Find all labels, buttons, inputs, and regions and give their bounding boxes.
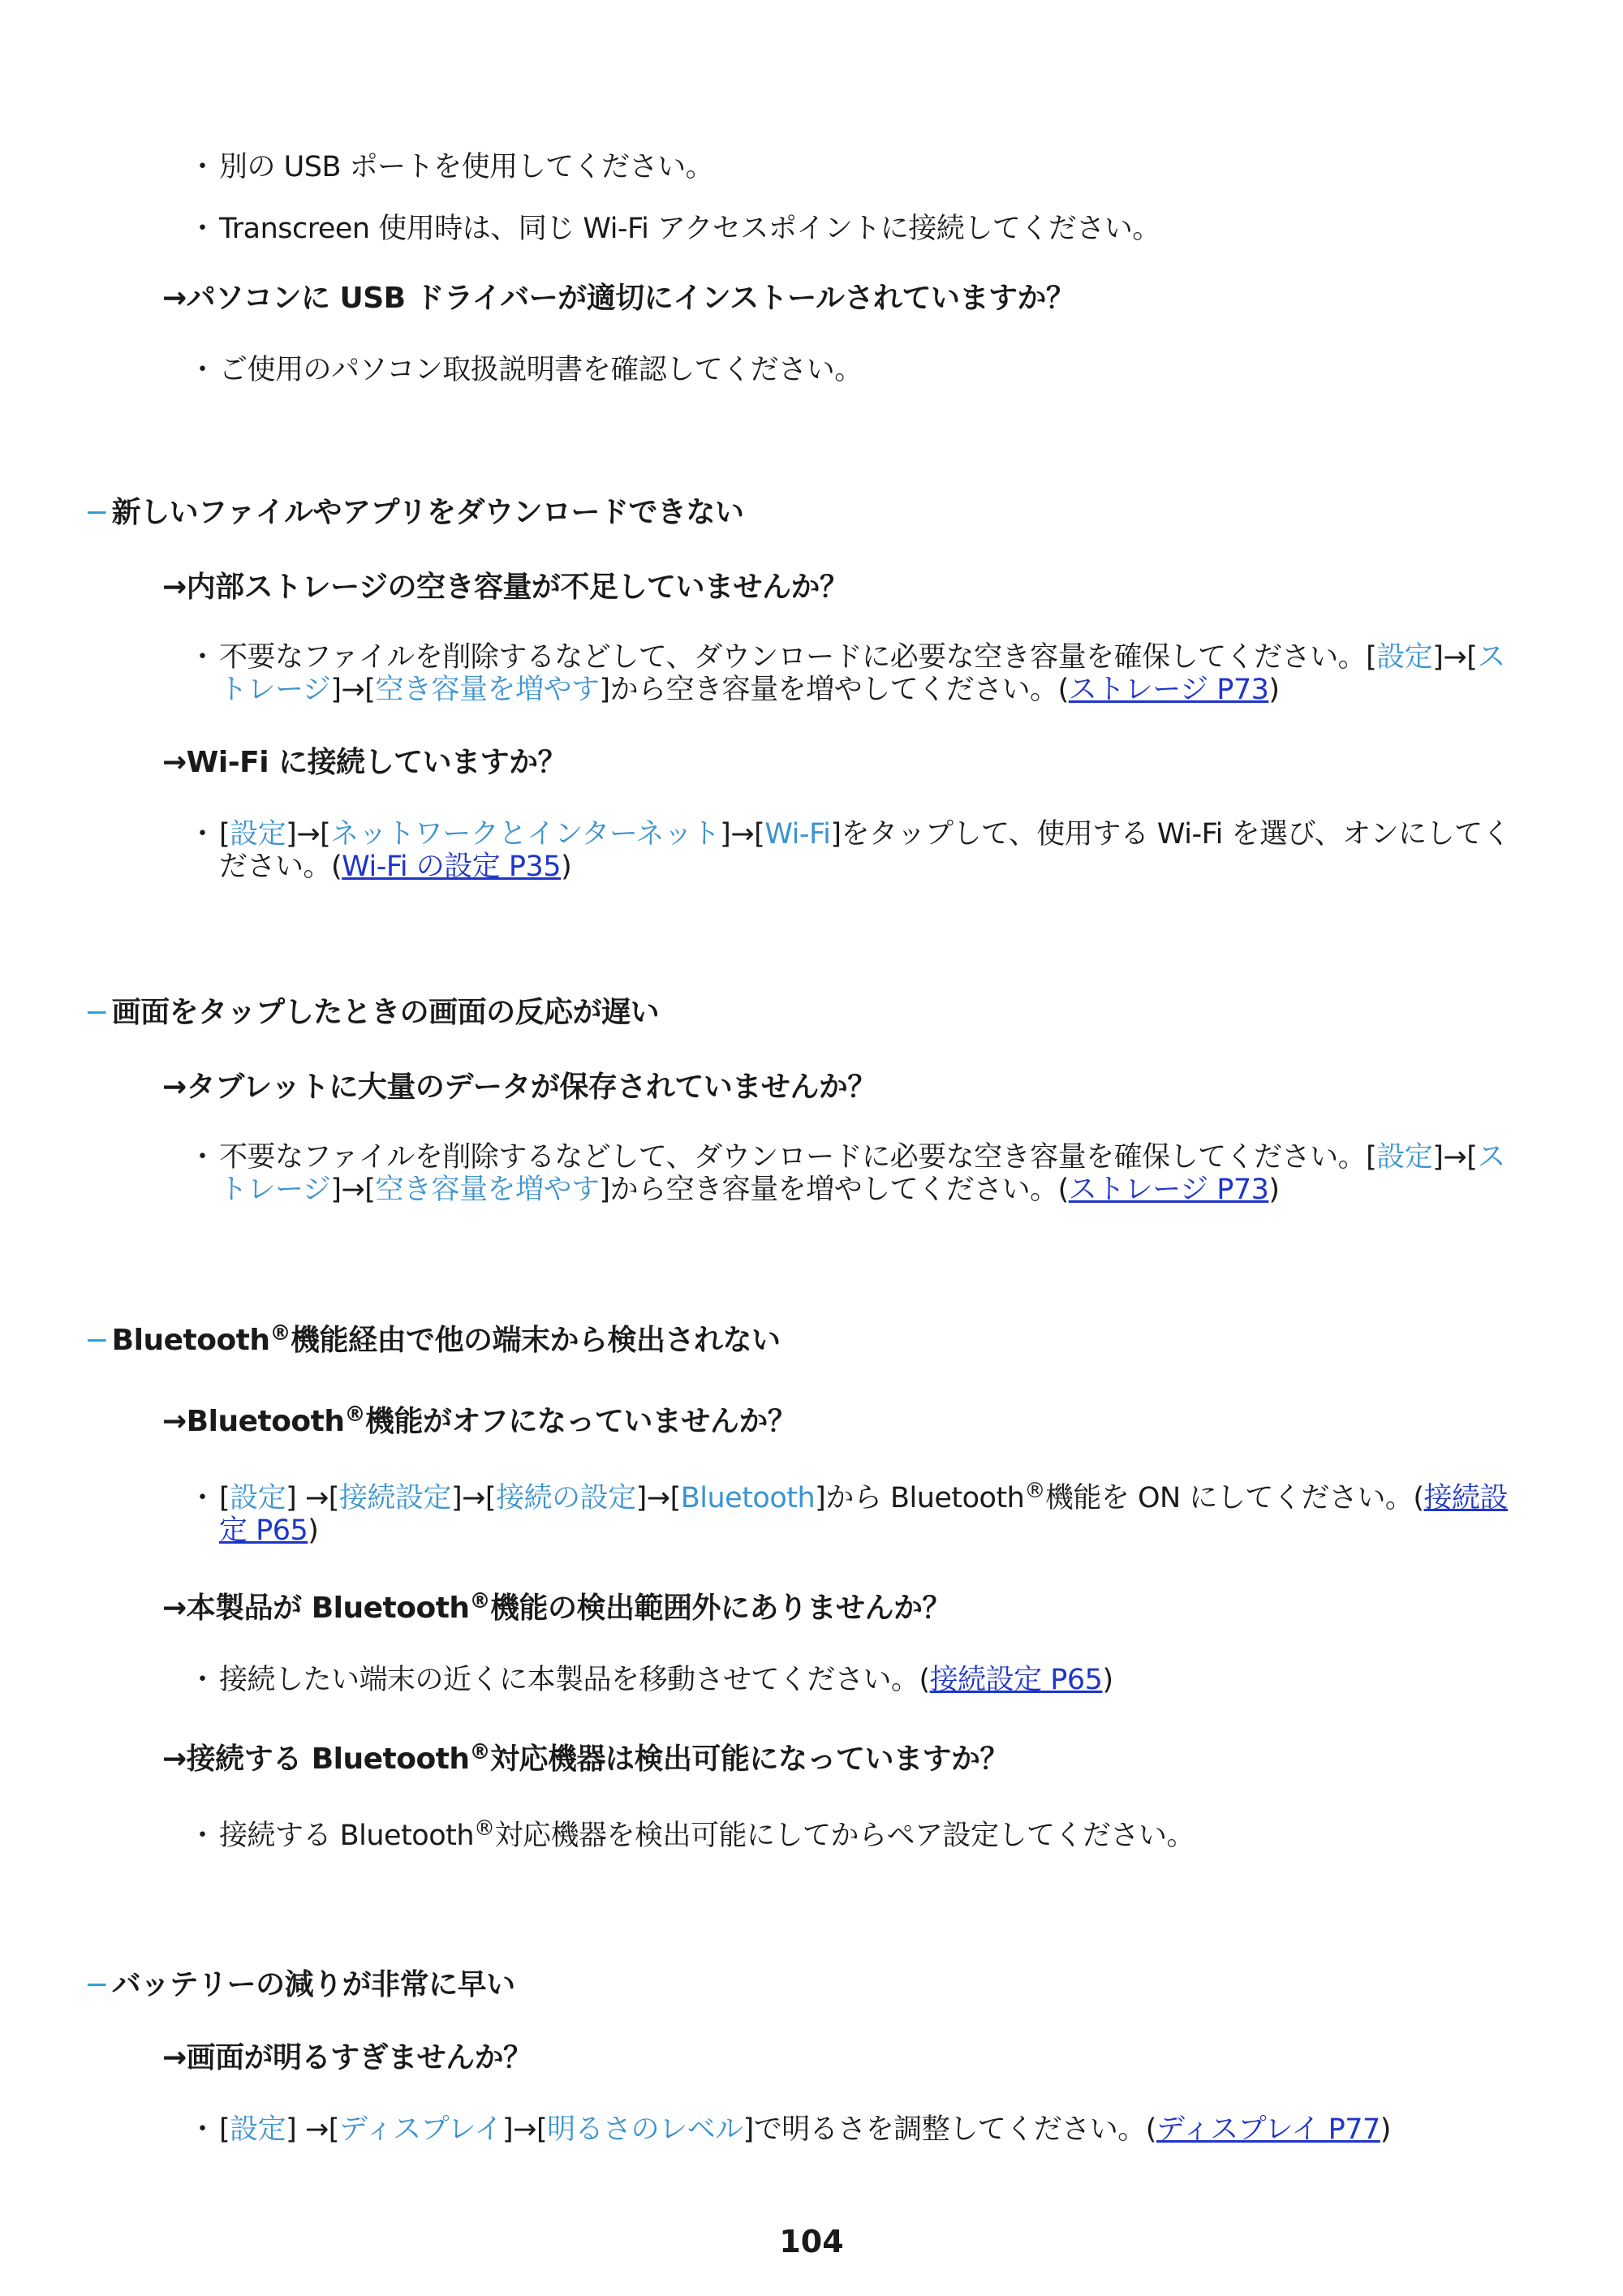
bullet-text <box>219 641 1524 706</box>
dash-icon: − <box>84 996 109 1029</box>
bullet-text <box>219 818 1524 883</box>
menu-storage: ストレージ <box>219 641 1505 706</box>
bullet-text: Transcreen 使用時は、同じ Wi-Fi アクセスポイントに接続してください。 <box>219 213 1160 245</box>
bullet-icon: ・ <box>188 213 217 245</box>
menu-network-internet: ネットワークとインターネット <box>330 818 721 851</box>
menu-settings: 設定 <box>1376 641 1433 674</box>
text-run: ]から空き容量を増やしてください。( <box>599 674 1069 706</box>
link-storage[interactable]: ストレージ P73 <box>1068 1174 1269 1206</box>
bullet-icon: ・ <box>188 151 217 183</box>
bullet-text: ご使用のパソコン取扱説明書を確認してください。 <box>219 354 863 386</box>
question: →タブレットに大量のデータが保存されていませんか？ <box>162 1070 876 1104</box>
list-item <box>188 1816 1524 1852</box>
text-run: ) <box>1380 2113 1391 2146</box>
registered-mark: ® <box>344 1402 365 1427</box>
link-wifi-settings[interactable]: Wi-Fi の設定 P35 <box>342 851 562 883</box>
registered-mark: ® <box>1024 1479 1045 1503</box>
registered-mark: ® <box>469 1589 491 1613</box>
bullet-text <box>219 1479 1524 1547</box>
list-item <box>188 1141 1524 1206</box>
text-run: ]から空き容量を増やしてください。( <box>599 1174 1069 1206</box>
bullet-text <box>219 1141 1524 1206</box>
question-text: →本製品が Bluetooth <box>162 1592 470 1625</box>
text-run: ]で明るさを調整してください。( <box>743 2113 1156 2146</box>
bullet-text <box>219 2113 1524 2146</box>
heading-text: バッテリーの減りが非常に早い <box>111 1968 515 2001</box>
menu-settings: 設定 <box>230 2113 286 2146</box>
link-connection-settings[interactable]: 接続設定 P65 <box>219 1482 1509 1547</box>
text-run: 不要なファイルを削除するなどして、ダウンロードに必要な空き容量を確保してください。[ <box>219 641 1377 674</box>
registered-mark: ® <box>474 1816 495 1841</box>
text-run: ) <box>1268 674 1280 706</box>
bullet-text: 別の USB ポートを使用してください。 <box>219 151 714 183</box>
text-run: ]→[ <box>1432 1141 1478 1174</box>
list-item <box>188 354 1524 386</box>
list-item <box>188 1664 1524 1696</box>
question: →画面が明るすぎませんか？ <box>162 2041 532 2074</box>
question-text: 機能の検出範囲外にありませんか？ <box>490 1592 952 1625</box>
question-text: →接続する Bluetooth <box>162 1742 470 1776</box>
text-run: ]→[ <box>330 1174 376 1206</box>
menu-bluetooth: Bluetooth <box>680 1482 816 1514</box>
text-run: 機能を ON にしてください。( <box>1044 1482 1424 1514</box>
registered-mark: ® <box>269 1321 291 1346</box>
bullet-icon: ・ <box>188 818 217 851</box>
text-run: [ <box>219 1482 230 1514</box>
dash-icon: − <box>84 1324 109 1357</box>
text-run: ]→[ <box>720 818 765 851</box>
bullet-icon: ・ <box>188 354 217 386</box>
question: →パソコンに USB ドライバーが適切にインストールされていますか？ <box>162 282 1075 315</box>
menu-brightness-level: 明るさのレベル <box>547 2113 743 2146</box>
bullet-icon: ・ <box>188 2113 217 2146</box>
question <box>162 1591 951 1626</box>
question-text: →Bluetooth <box>162 1405 345 1438</box>
list-item <box>188 641 1524 706</box>
text-run: ]→[ <box>635 1482 681 1514</box>
section-heading <box>84 995 659 1031</box>
menu-connection-settings: 接続設定 <box>338 1482 451 1514</box>
text-run: 不要なファイルを削除するなどして、ダウンロードに必要な空き容量を確保してください。[ <box>219 1141 1377 1174</box>
menu-wifi: Wi-Fi <box>764 818 831 851</box>
heading-text: 機能経由で他の端末から検出されない <box>291 1324 781 1357</box>
text-run: ]→[ <box>1432 641 1478 674</box>
text-run: ]→[ <box>330 674 376 706</box>
dash-icon: − <box>84 1968 109 2001</box>
text-run: [ <box>219 2113 230 2146</box>
list-item <box>188 151 1524 183</box>
menu-connection-preferences: 接続の設定 <box>496 1482 636 1514</box>
bullet-text <box>219 1664 1524 1696</box>
bullet-icon: ・ <box>188 1664 217 1696</box>
heading-text: Bluetooth <box>111 1324 270 1357</box>
dash-icon: − <box>84 496 109 529</box>
text-run: ]→[ <box>502 2113 548 2146</box>
section-heading <box>84 1323 781 1359</box>
text-run: ) <box>308 1514 319 1547</box>
bullet-icon: ・ <box>188 1820 217 1852</box>
registered-mark: ® <box>469 1740 491 1764</box>
page-number: 104 <box>779 2224 844 2259</box>
menu-settings: 設定 <box>230 818 286 851</box>
question: →Wi-Fi に接続していますか？ <box>162 746 567 779</box>
text-run: ] →[ <box>286 1482 339 1514</box>
text-run: 接続したい端末の近くに本製品を移動させてください。( <box>219 1664 930 1696</box>
text-run: ] →[ <box>286 2113 339 2146</box>
text-run: ]から Bluetooth <box>815 1482 1025 1514</box>
link-connection-settings[interactable]: 接続設定 P65 <box>929 1664 1103 1696</box>
heading-text: 画面をタップしたときの画面の反応が遅い <box>111 996 660 1029</box>
bullet-icon: ・ <box>188 641 217 674</box>
list-item <box>188 213 1524 245</box>
menu-storage: ストレージ <box>219 1141 1505 1206</box>
heading-text: 新しいファイルやアプリをダウンロードできない <box>111 496 744 529</box>
text-run: ]→[ <box>450 1482 497 1514</box>
question-text: 機能がオフになっていませんか？ <box>365 1405 797 1438</box>
menu-display: ディスプレイ <box>338 2113 502 2146</box>
menu-free-up-space: 空き容量を増やす <box>375 674 600 706</box>
menu-free-up-space: 空き容量を増やす <box>375 1174 600 1206</box>
link-display[interactable]: ディスプレイ P77 <box>1156 2113 1380 2146</box>
text-run: 対応機器を検出可能にしてからペア設定してください。 <box>494 1820 1195 1852</box>
question-text: 対応機器は検出可能になっていますか？ <box>490 1742 1010 1776</box>
list-item <box>188 818 1524 883</box>
text-run: ]をタップして、使用する Wi-Fi を選び、オンにしてください。( <box>219 818 1511 883</box>
question: →内部ストレージの空き容量が不足していませんか？ <box>162 571 849 604</box>
menu-settings: 設定 <box>1376 1141 1433 1174</box>
list-item <box>188 1479 1524 1547</box>
question <box>162 1404 796 1440</box>
text-run: [ <box>219 818 230 851</box>
text-run: ) <box>561 851 572 883</box>
menu-settings: 設定 <box>230 1482 286 1514</box>
text-run: ) <box>1102 1664 1113 1696</box>
section-heading <box>84 1967 515 2003</box>
question <box>162 1742 1009 1777</box>
link-storage[interactable]: ストレージ P73 <box>1068 674 1269 706</box>
list-item <box>188 2113 1524 2146</box>
text-run: ]→[ <box>286 818 331 851</box>
bullet-text <box>219 1816 1524 1852</box>
text-run: 接続する Bluetooth <box>219 1820 475 1852</box>
section-heading <box>84 495 744 531</box>
bullet-icon: ・ <box>188 1141 217 1174</box>
bullet-icon: ・ <box>188 1482 217 1514</box>
text-run: ) <box>1268 1174 1280 1206</box>
